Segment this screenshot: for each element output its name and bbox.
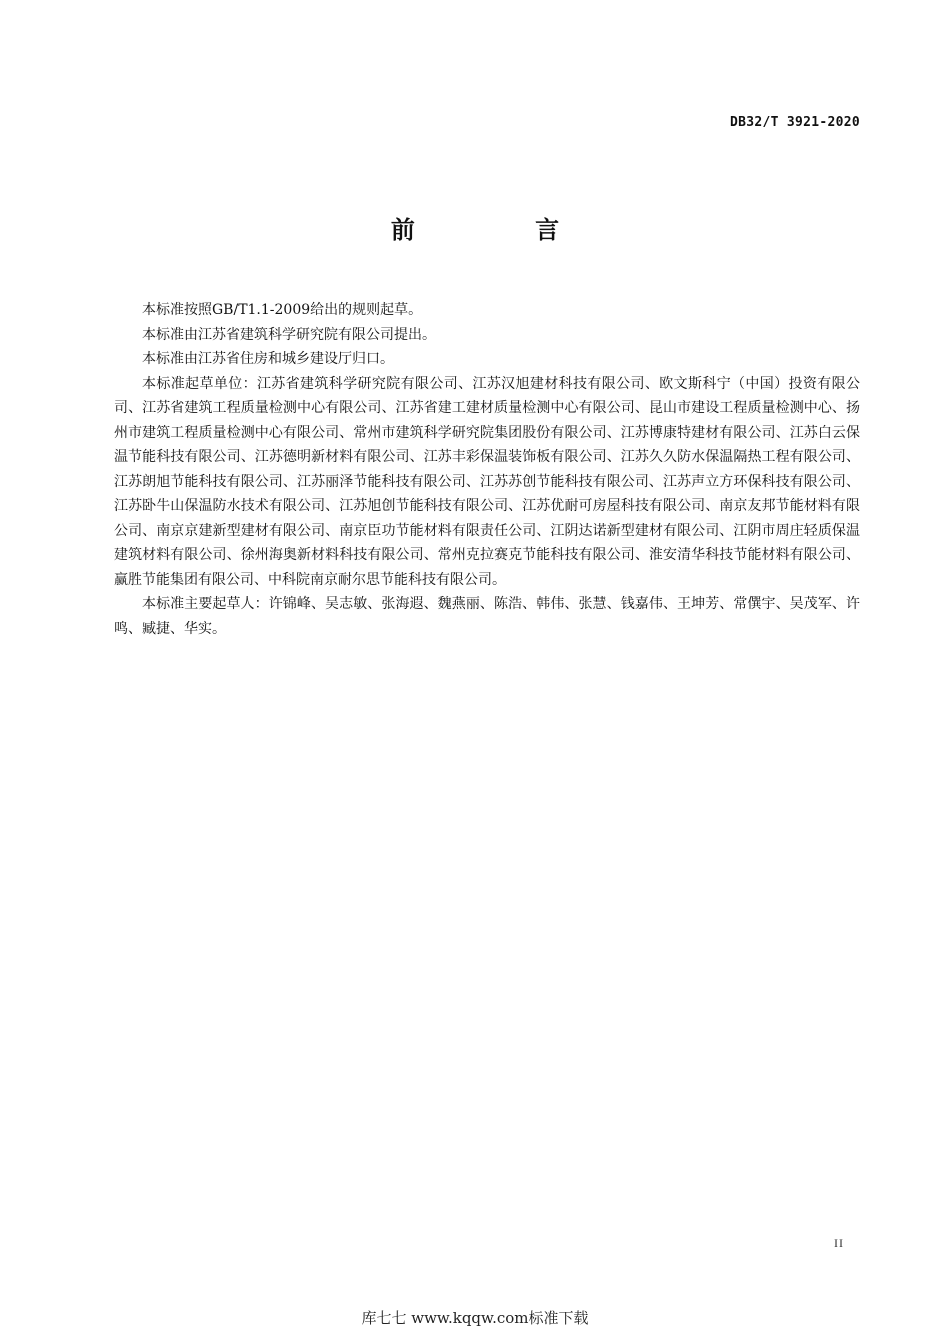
paragraph-administration: 本标准由江苏省住房和城乡建设厅归口。 [142,351,394,367]
paragraph-drafting-units: 本标准起草单位：江苏省建筑科学研究院有限公司、江苏汉旭建材科技有限公司、欧文斯科宁（中国）投资有限公司、江苏省建筑工程质量检测中心有限公司、江苏省建工建材质量检测中心有限公司、昆山市建设工程质量检测中心、扬州市建筑工程质量检测中心有限公司、常州市建筑科学研究院集团股份有限公司、江苏博康特建材有限公司、江苏白云保温节能科技有限公司、江苏德明新材料有限公司、江苏丰彩保温装饰板有限公司、江苏久久防水保温隔热工程有限公司、江苏朗旭节能科技有限公司、江苏丽泽节能科技有限公司、江苏苏创节能科技有限公司、江苏声立方环保科技有限公司、江苏卧牛山保温防水技术有限公司、江苏旭创节能科技有限公司、江苏优耐可房屋科技有限公司、南京友邦节能材料有限公司、南京京建新型建材有限公司、南京臣功节能材料有限责任公司、江阴达诺新型建材有限公司、江阴市周庄轻质保温建筑材料有限公司、徐州海奥新材料科技有限公司、常州克拉赛克节能科技有限公司、淮安清华科技节能材料有限公司、赢胜节能集团有限公司、中科院南京耐尔思节能科技有限公司。 [114,375,860,588]
page-number: II [834,1236,844,1250]
page-title: 前 言 [390,216,616,244]
foreword-body [114,298,860,641]
watermark-text: 库七七 www.kqqw.com标准下载 [361,1309,589,1327]
paragraph-drafting-rules: 本标准按照GB/T1.1-2009给出的规则起草。 [142,302,423,318]
paragraph-proposer: 本标准由江苏省建筑科学研究院有限公司提出。 [142,326,436,343]
standard-code: DB32/T 3921-2020 [729,115,860,130]
paragraph-main-drafters: 本标准主要起草人：许锦峰、吴志敏、张海遐、魏燕丽、陈浩、韩伟、张慧、钱嘉伟、王坤芳、常僎宇、吴茂军、许鸣、臧捷、华实。 [114,596,860,637]
